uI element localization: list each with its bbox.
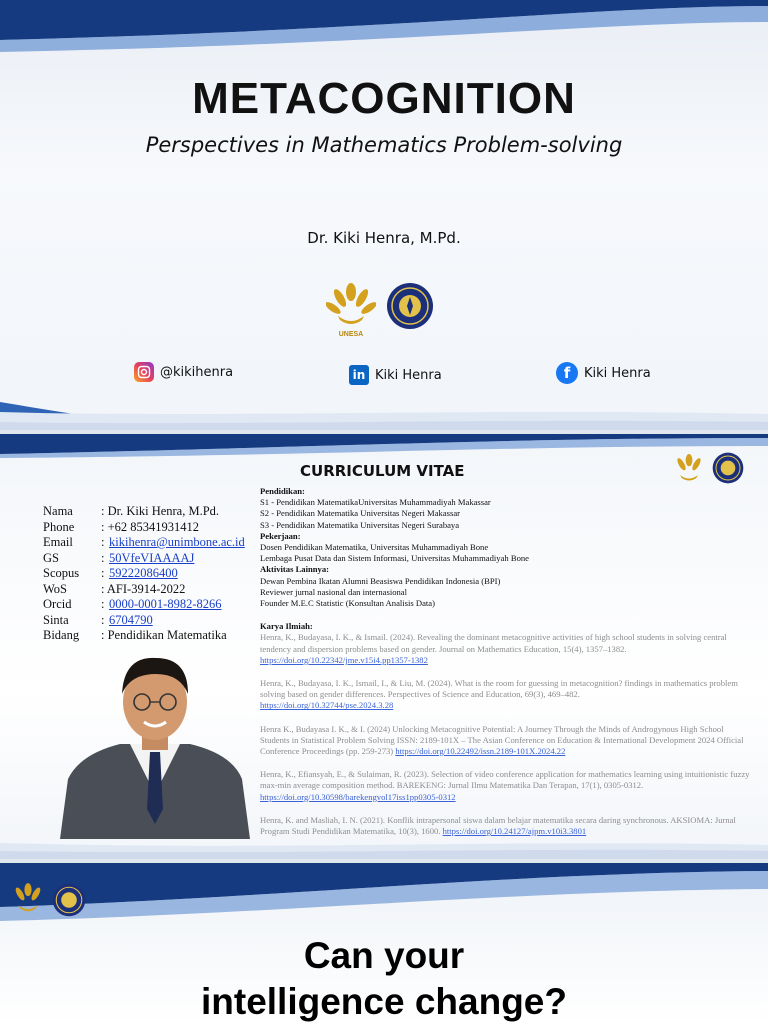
pendidikan-heading: Pendidikan: — [260, 486, 305, 496]
cv-title: CURRICULUM VITAE — [300, 462, 465, 480]
cv-key: WoS — [43, 581, 67, 596]
email-link[interactable]: kikihenra@unimbone.ac.id — [109, 535, 245, 549]
umbone-logo — [712, 452, 744, 484]
cv-details — [260, 486, 750, 849]
cv-row-bidang — [43, 628, 245, 644]
cv-key: Email — [43, 535, 73, 549]
bottom-wave-band — [0, 382, 768, 430]
pekerjaan-item: Dosen Pendidikan Matematika, Universitas Muhammadiyah Bone — [260, 542, 489, 553]
publication-text: Henra, K., Budayasa, I. K., & Ismail. (2024). Revealing the dominant metacognitive activities of high school students in solving central tendency and dispersion problems based on gender. Journal on Mathematics Education, 15(4), 1357–1382. — [260, 632, 727, 654]
aktivitas-heading: Aktivitas Lainnya: — [260, 564, 330, 575]
cv-key: Nama — [43, 504, 73, 518]
aktivitas-item: Dewan Pembina Ikatan Alumni Beasiswa Pendidikan Indonesia (BPI) — [260, 575, 501, 586]
presentation-title: METACOGNITION — [192, 74, 576, 123]
cv-row-orcid: Orcid : 0000-0001-8982-8266 — [43, 597, 222, 611]
umbone-logo — [52, 883, 86, 917]
cv-value: : Dr. Kiki Henra, M.Pd. — [101, 504, 220, 518]
unesa-logo — [326, 280, 376, 338]
question-line-1: Can your — [303, 935, 465, 976]
presentation-subtitle: Perspectives in Mathematics Problem-solving — [145, 133, 623, 157]
cv-row-wos — [43, 582, 245, 598]
publication-doi-link[interactable]: https://doi.org/10.24127/ajpm.v10i3.3801 — [442, 826, 587, 837]
top-wave-band — [0, 0, 768, 52]
cv-key: Sinta — [43, 612, 69, 627]
gs-link[interactable]: 50VfeVIAAAAJ — [109, 550, 195, 565]
publication — [260, 769, 750, 803]
cv-key: Phone — [43, 519, 75, 534]
publication-doi-link[interactable]: https://doi.org/10.22342/jme.v15i4.pp1357-1382 — [260, 654, 428, 665]
question-heading — [0, 933, 768, 1024]
linkedin-name: Kiki Henra — [375, 367, 442, 383]
cv-key: Orcid — [43, 597, 72, 611]
pekerjaan-heading: Pekerjaan: — [260, 530, 301, 541]
bottom-wave-band — [0, 829, 768, 859]
facebook-contact[interactable] — [556, 362, 651, 384]
cv-key: Scopus — [43, 566, 80, 580]
cv-value: : AFI-3914-2022 — [101, 581, 186, 596]
publication-doi-link[interactable]: https://doi.org/10.30598/barekengvol17iss1pp0305-0312 — [260, 791, 456, 802]
pendidikan-item: S1 - Pendidikan MatematikaUniversitas Muhammadiyah Makassar — [260, 497, 491, 508]
top-wave-band — [0, 434, 768, 458]
publication-text: Henra K., Budayasa I. K., & I. (2024) Unlocking Metacognitive Potential: A Journey Through the Minds of Androgynous High School Students in Statistical Problem Solving ISSN: 2189-101X – The Asian Conference on Education & International Development 2024 Official Conference Proceedings (pp. 259-273) — [260, 723, 744, 757]
slide-curriculum-vitae — [0, 434, 768, 859]
pendidikan-item: S3 - Pendidikan Matematika Universitas Negeri Surabaya — [260, 519, 460, 530]
cv-row-sinta: Sinta : 6704790 — [43, 612, 153, 627]
unesa-logo — [10, 881, 46, 917]
sinta-link[interactable]: 6704790 — [109, 612, 153, 627]
publication — [260, 724, 750, 758]
slide-question — [0, 863, 768, 1024]
instagram-handle: @kikihenra — [160, 364, 234, 380]
pekerjaan-item: Lembaga Pusat Data dan Sistem Informasi, Universitas Muhammadiyah Bone — [260, 553, 529, 564]
publication — [260, 632, 750, 666]
umbone-logo — [386, 282, 434, 330]
pendidikan-item: S2 - Pendidikan Matematika Universitas Negeri Makassar — [260, 508, 460, 519]
publication-text: Henra, K. and Masliah, I. N. (2021). Konflik intrapersonal siswa dalam belajar matematika secara daring synchronous. AKSIOMA: Jurnal Program Studi Pendidikan Matematika, 10(3), 1600. — [260, 814, 736, 837]
aktivitas-item: Founder M.E.C Statistic (Konsultan Analisis Data) — [260, 598, 435, 609]
question-line-2: intelligence change? — [201, 981, 567, 1022]
publication-text: Henra, K., Efiansyah, E., & Sulaiman, R. (2023). Selection of video conference application for mathematics learning using intuitionistic fuzzy max-min average composition method. BAREKENG: Jurnal Ilmu Matematika Dan Terapan, 17(1), 0305-0312. — [260, 769, 750, 791]
cv-row-nama — [43, 504, 245, 520]
cv-value: : Pendidikan Matematika — [101, 628, 227, 642]
instagram-contact[interactable] — [134, 362, 233, 382]
instagram-icon — [134, 362, 154, 382]
unesa-logo-text: UNESA — [338, 331, 364, 338]
author-name: Dr. Kiki Henra, M.Pd. — [307, 229, 461, 247]
slide-title — [0, 0, 768, 430]
publication — [260, 678, 750, 712]
cv-row-phone — [43, 520, 245, 536]
publication-doi-link[interactable]: https://doi.org/10.32744/pse.2024.3.28 — [260, 700, 394, 711]
cv-key: GS — [43, 550, 59, 565]
author-photo — [60, 644, 250, 839]
cv-row-email: Email : kikihenra@unimbone.ac.id — [43, 535, 245, 549]
cv-key: Bidang — [43, 628, 80, 642]
karya-heading: Karya Ilmiah: — [260, 621, 313, 632]
top-wave-band — [0, 863, 768, 921]
cv-value: : +62 85341931412 — [101, 519, 200, 534]
linkedin-icon: in — [349, 365, 369, 385]
facebook-icon: f — [556, 362, 578, 384]
orcid-link[interactable]: 0000-0001-8982-8266 — [109, 597, 222, 611]
publication-doi-link[interactable]: https://doi.org/10.22492/issn.2189-101X.2024.22 — [395, 746, 566, 757]
cv-info-table — [43, 504, 245, 644]
facebook-name: Kiki Henra — [584, 365, 651, 381]
cv-row-scopus: Scopus : 59222086400 — [43, 566, 178, 580]
aktivitas-item: Reviewer jurnal nasional dan internasional — [260, 586, 408, 597]
unesa-logo — [672, 452, 706, 486]
publication-text: Henra, K., Budayasa, I. K., Ismail, I., & Liu, M. (2024). What is the room for guessing in metacognition? findings in mathematics problem solving based on gender differences. Perspectives of Science and Education, 69(3), 469–482. — [260, 678, 738, 700]
cv-row-gs: GS : 50VfeVIAAAAJ — [43, 550, 195, 565]
scopus-link[interactable]: 59222086400 — [109, 566, 178, 580]
